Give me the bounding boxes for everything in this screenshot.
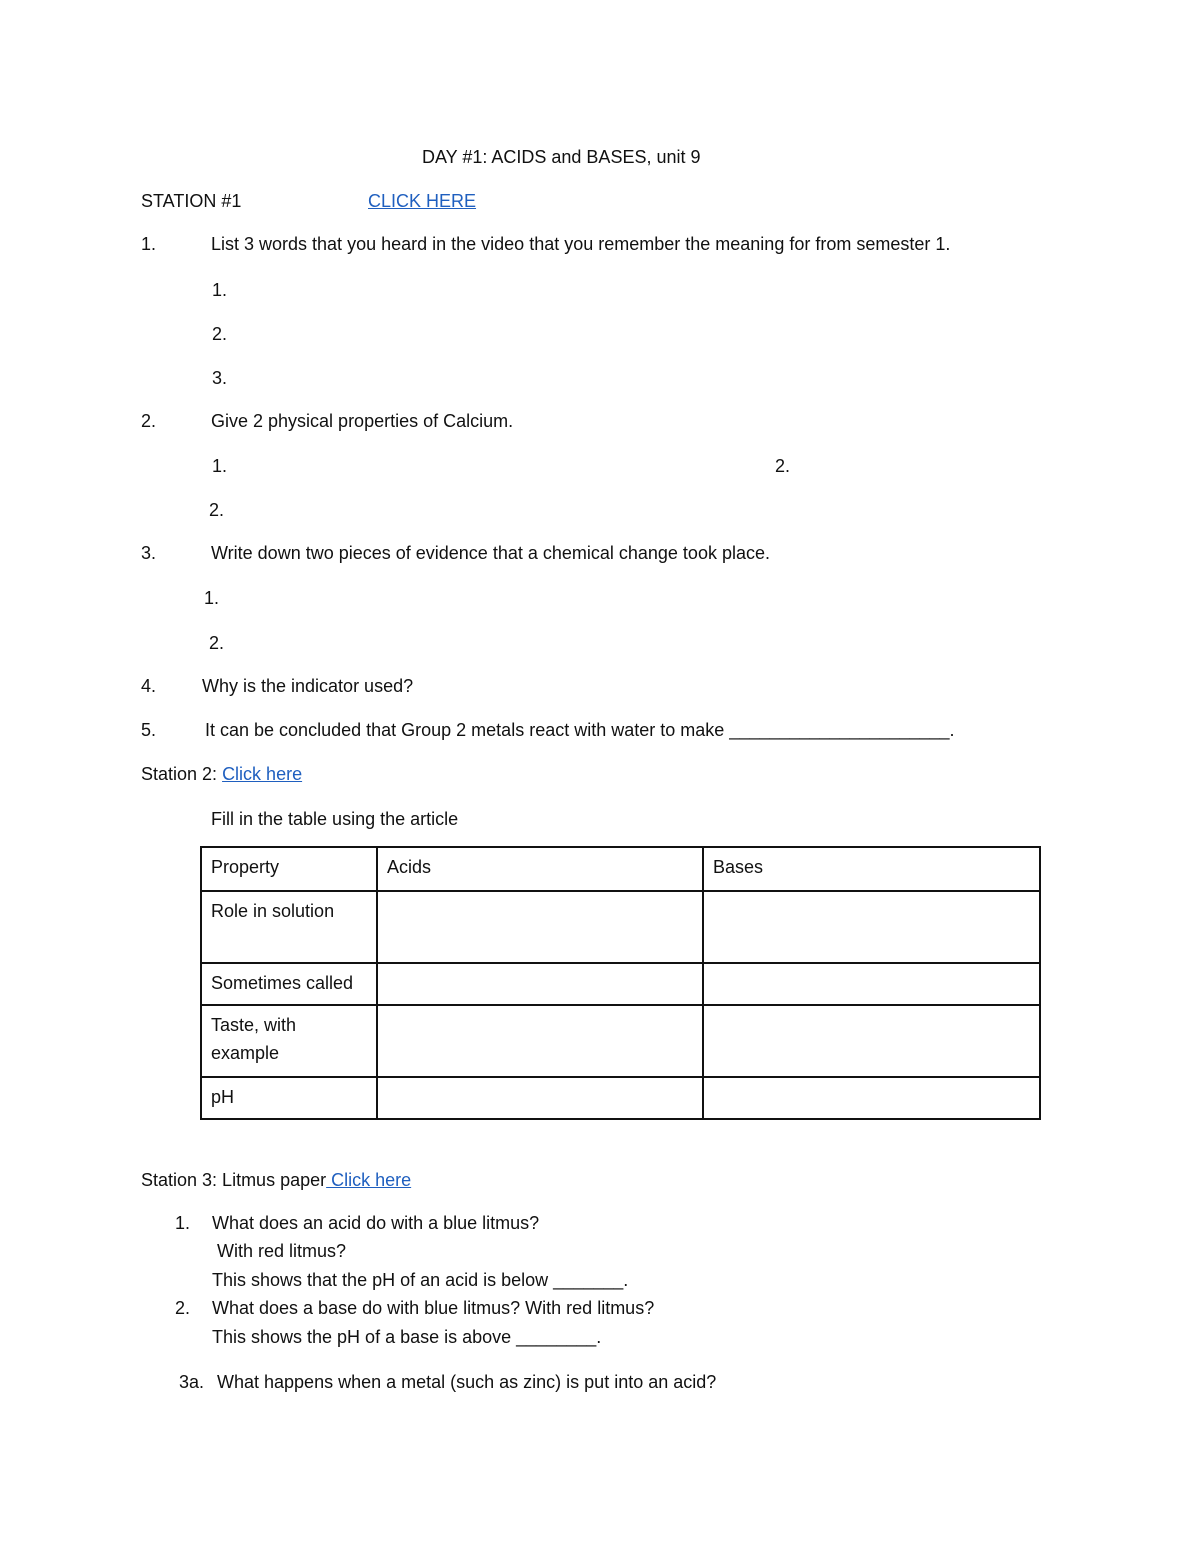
q5-number: 5. bbox=[141, 720, 157, 740]
s3-q1-number: 1. bbox=[175, 1213, 191, 1233]
station2-link[interactable]: Click here bbox=[222, 764, 303, 784]
header-property: Property bbox=[201, 847, 377, 891]
station2-heading bbox=[141, 763, 302, 785]
table-row bbox=[201, 891, 1040, 963]
station3-link[interactable]: Click here bbox=[326, 1170, 412, 1190]
s3-q2-line-2: This shows the pH of a base is above ________. bbox=[212, 1327, 602, 1347]
s3-q1-line-2: With red litmus? bbox=[217, 1241, 347, 1261]
cell-bases-called[interactable] bbox=[703, 963, 1040, 1005]
table-row bbox=[201, 963, 1040, 1005]
s3-q2-line-1: What does a base do with blue litmus? With red litmus? bbox=[212, 1298, 655, 1318]
properties-table bbox=[200, 846, 1041, 1120]
station2-label: Station 2: bbox=[141, 764, 223, 784]
s3-q1-line-1: What does an acid do with a blue litmus? bbox=[212, 1213, 540, 1233]
q5-text: It can be concluded that Group 2 metals react with water to make ______________________. bbox=[205, 720, 955, 740]
cell-acids-ph[interactable] bbox=[377, 1077, 703, 1119]
q4-number: 4. bbox=[141, 676, 157, 696]
cell-acids-role[interactable] bbox=[377, 891, 703, 963]
header-acids: Acids bbox=[377, 847, 703, 891]
station1-label: STATION #1 bbox=[141, 191, 242, 211]
table-row bbox=[201, 1077, 1040, 1119]
q3-number: 3. bbox=[141, 543, 157, 563]
q3-answer-2: 2. bbox=[209, 633, 225, 653]
cell-acids-called[interactable] bbox=[377, 963, 703, 1005]
header-bases: Bases bbox=[703, 847, 1040, 891]
row-label-ph: pH bbox=[201, 1077, 377, 1119]
q1-answer-2: 2. bbox=[212, 324, 228, 344]
q1-answer-3: 3. bbox=[212, 368, 228, 388]
s3-q2-number: 2. bbox=[175, 1298, 191, 1318]
s3-q3a-text: What happens when a metal (such as zinc) is put into an acid? bbox=[217, 1372, 717, 1392]
q1-answer-1: 1. bbox=[212, 280, 228, 300]
q2-answer-1: 1. bbox=[212, 456, 228, 476]
row-label-taste: Taste, with example bbox=[201, 1005, 377, 1077]
q2-answer-2: 2. bbox=[209, 500, 225, 520]
station1-link[interactable]: CLICK HERE bbox=[368, 191, 477, 211]
station3-heading bbox=[141, 1169, 411, 1191]
cell-bases-taste[interactable] bbox=[703, 1005, 1040, 1077]
cell-bases-role[interactable] bbox=[703, 891, 1040, 963]
table-row bbox=[201, 1005, 1040, 1077]
q3-text: Write down two pieces of evidence that a chemical change took place. bbox=[211, 543, 770, 563]
s3-q3a-number: 3a. bbox=[179, 1372, 205, 1392]
row-label-called: Sometimes called bbox=[201, 963, 377, 1005]
table-header-row bbox=[201, 847, 1040, 891]
row-label-role: Role in solution bbox=[201, 891, 377, 963]
q3-answer-1: 1. bbox=[204, 588, 220, 608]
page-title: DAY #1: ACIDS and BASES, unit 9 bbox=[422, 147, 701, 167]
q2-text: Give 2 physical properties of Calcium. bbox=[211, 411, 514, 431]
station2-instruction: Fill in the table using the article bbox=[211, 809, 459, 829]
q2-number: 2. bbox=[141, 411, 157, 431]
q1-number: 1. bbox=[141, 234, 157, 254]
q2-answer-2-right: 2. bbox=[775, 456, 791, 476]
station3-label: Station 3: Litmus paper bbox=[141, 1170, 327, 1190]
q1-text: List 3 words that you heard in the video that you remember the meaning for from semester 1. bbox=[211, 234, 951, 254]
cell-acids-taste[interactable] bbox=[377, 1005, 703, 1077]
cell-bases-ph[interactable] bbox=[703, 1077, 1040, 1119]
q4-text: Why is the indicator used? bbox=[202, 676, 414, 696]
s3-q1-line-3: This shows that the pH of an acid is below _______. bbox=[212, 1270, 629, 1290]
